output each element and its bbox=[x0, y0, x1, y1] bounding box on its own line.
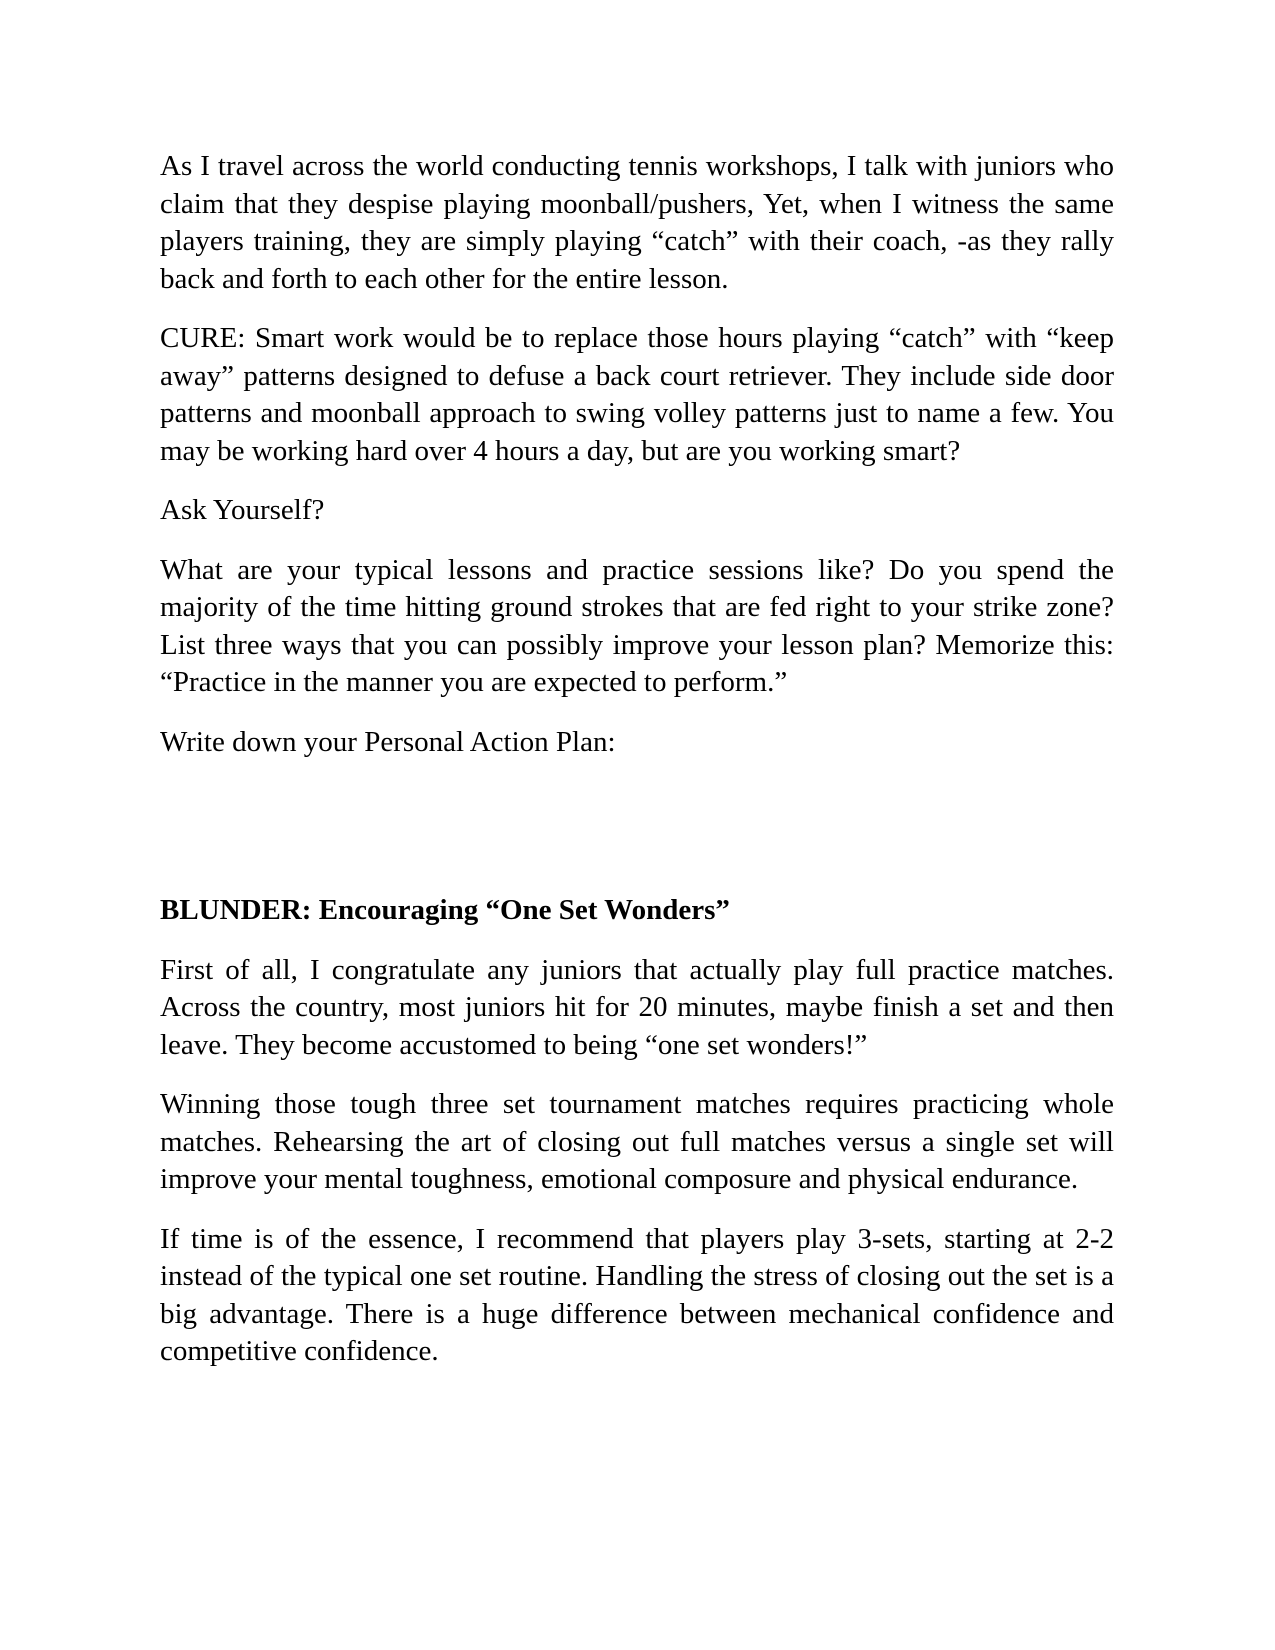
action-plan-paragraph: Write down your Personal Action Plan: bbox=[160, 725, 616, 758]
cure-paragraph: CURE: Smart work would be to replace those hours playing “catch” with “keep away” patterns designed to defuse a back court retriever. They include side door patterns and moonball approach to swing volley patterns just to name a few. You may be working hard over 4 hours a day, but are you working smart? bbox=[160, 322, 1114, 467]
ask-yourself-paragraph: Ask Yourself? bbox=[160, 494, 325, 526]
section-heading: BLUNDER: Encouraging “One Set Wonders” bbox=[160, 894, 730, 926]
winning-paragraph: Winning those tough three set tournament matches requires practicing whole matches. Rehearsing the art of closing out full matches versus a single set will improve your mental toughness, emotional composure and physical endurance. bbox=[160, 1088, 1114, 1195]
document-page bbox=[160, 148, 1114, 1393]
intro-paragraph: As I travel across the world conducting tennis workshops, I talk with juniors who claim that they despise playing moonball/pushers, Yet, when I witness the same players training, they are simply playing “catch” with their coach, -as they rally back and forth to each other for the entire lesson. bbox=[160, 150, 1114, 295]
time-essence-paragraph: If time is of the essence, I recommend that players play 3-sets, starting at 2-2 instead of the typical one set routine. Handling the stress of closing out the set is a big advantage. There is a huge difference between mechanical confidence and competitive confidence. bbox=[160, 1222, 1114, 1367]
blank-writing-space bbox=[160, 783, 1114, 892]
congratulate-paragraph: First of all, I congratulate any juniors that actually play full practice matches. Across the country, most juniors hit for 20 minutes, maybe finish a set and then leave. They become accustomed to being “one set wonders!” bbox=[160, 953, 1114, 1061]
questions-paragraph: What are your typical lessons and practice sessions like? Do you spend the majority of the time hitting ground strokes that are fed right to your strike zone? List three ways that you can possibly improve your lesson plan? Memorize this: “Practice in the manner you are expected to perform.” bbox=[160, 553, 1114, 698]
